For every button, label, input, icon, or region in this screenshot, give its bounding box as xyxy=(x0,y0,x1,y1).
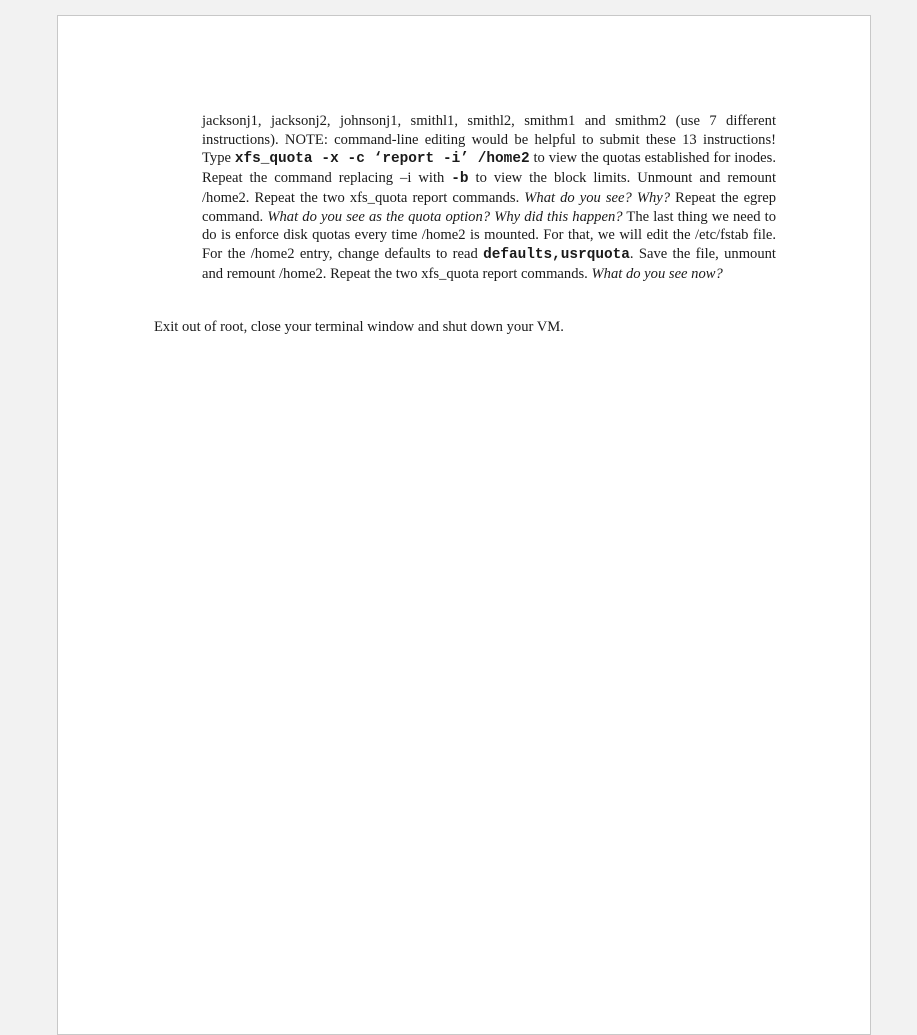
instructions-paragraph xyxy=(202,112,776,283)
fstab-option-code: defaults,usrquota xyxy=(483,246,630,263)
exit-instruction: Exit out of root, close your terminal window and shut down your VM. xyxy=(154,319,564,335)
text-run: jacksonj1, jacksonj2, johnsonj1, smithl1, smithl2, smithm1 and smithm2 (use 7 different instructions). NOTE: command-line editing would be helpful to submit these 13 instructions! Type xyxy=(202,113,776,167)
question-text: What do you see now? xyxy=(591,265,723,282)
document-page xyxy=(57,15,871,1035)
text-run: to view the block limits. Unmount and remount /home2. Repeat the two xfs_quota report commands. xyxy=(202,170,776,206)
text-run: . Save the file, unmount and remount /home2. Repeat the two xfs_quota report commands. xyxy=(202,245,776,282)
command-xfs-quota-report-i: xfs_quota -x -c ‘report -i’ /home2 xyxy=(234,151,530,168)
question-text: What do you see? Why? xyxy=(524,189,671,206)
option-b: -b xyxy=(451,171,469,188)
question-text: What do you see as the quota option? Why did this happen? xyxy=(267,208,623,225)
text-run: Repeat the egrep command. xyxy=(202,189,776,225)
text-run: The last thing we need to do is enforce disk quotas every time /home2 is mounted. For that, we will edit the /etc/fstab file. For the /home2 entry, change defaults to read xyxy=(202,208,776,262)
text-run: to view the quotas established for inodes. Repeat the command replacing –i with xyxy=(202,150,776,187)
